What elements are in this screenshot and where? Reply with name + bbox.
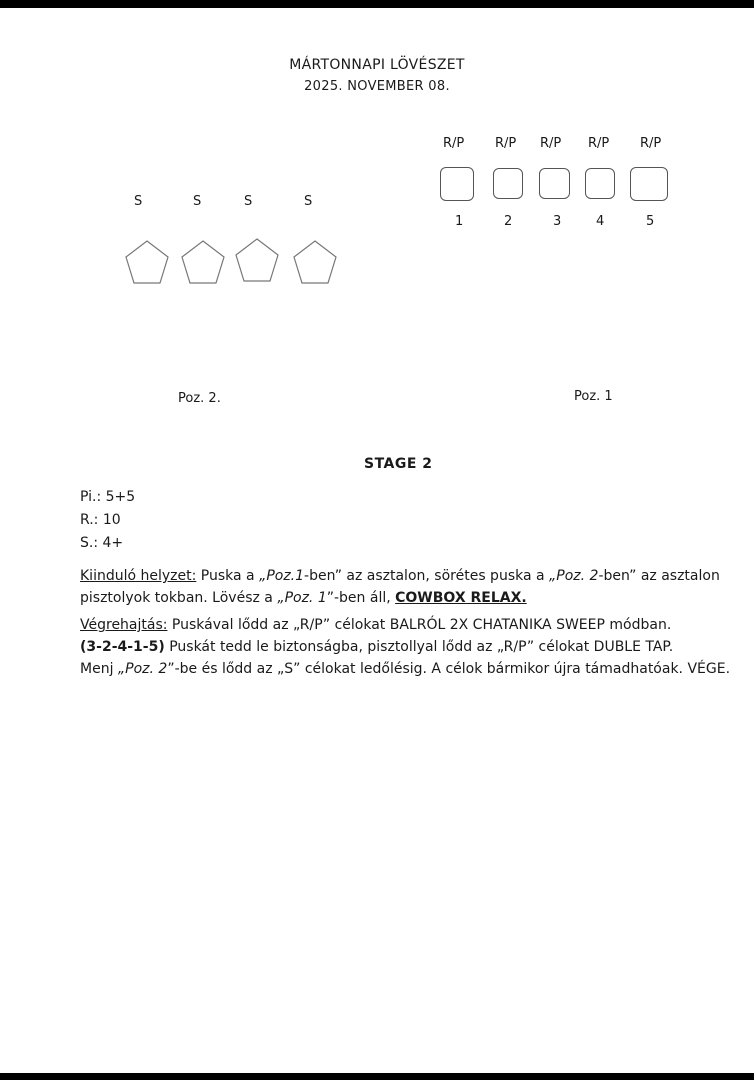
stage-title: STAGE 2 bbox=[364, 456, 433, 472]
text-run: -ben” az asztalon, sörétes puska a bbox=[304, 568, 550, 584]
text-run: pisztolyok tokban. Lövész a bbox=[80, 590, 278, 606]
shooting-sequence: (3-2-4-1-5) bbox=[80, 639, 165, 655]
procedure-line-1 bbox=[80, 617, 671, 633]
text-run: „Poz. 1 bbox=[277, 590, 327, 606]
rounds-pistol: Pi.: 5+5 bbox=[80, 489, 136, 505]
cowbox-relax-text: COWBOX RELAX. bbox=[395, 590, 527, 606]
rp-number-5: 5 bbox=[646, 214, 655, 229]
text-run: Puskát tedd le biztonságba, pisztollyal lődd az „R/P” célokat DUBLE TAP. bbox=[164, 639, 674, 655]
start-position-line-2 bbox=[80, 590, 527, 606]
rp-number-1: 1 bbox=[455, 214, 464, 229]
s-target-pentagon-2 bbox=[180, 239, 226, 285]
text-run: ”-be és lődd az „S” célokat ledőlésig. A célok bármikor újra támadhatóak. VÉGE. bbox=[167, 661, 731, 677]
procedure-line-3 bbox=[80, 661, 730, 677]
rp-label-4: R/P bbox=[588, 136, 610, 151]
rp-number-3: 3 bbox=[553, 214, 562, 229]
rp-label-2: R/P bbox=[495, 136, 517, 151]
rp-target-2 bbox=[493, 168, 523, 199]
s-target-pentagon-3 bbox=[234, 237, 280, 283]
rounds-rifle: R.: 10 bbox=[80, 512, 121, 528]
text-run: Menj bbox=[80, 661, 118, 677]
s-label-2: S bbox=[193, 194, 202, 209]
text-run: „Poz.1 bbox=[259, 568, 305, 584]
procedure-line-2 bbox=[80, 639, 673, 655]
document-title: MÁRTONNAPI LÖVÉSZET bbox=[289, 57, 465, 73]
text-run: Puska a bbox=[196, 568, 260, 584]
procedure-heading: Végrehajtás: bbox=[80, 617, 168, 633]
rp-number-4: 4 bbox=[596, 214, 605, 229]
rp-label-5: R/P bbox=[640, 136, 662, 151]
start-position-line-1 bbox=[80, 568, 720, 584]
rp-label-1: R/P bbox=[443, 136, 465, 151]
rp-target-4 bbox=[585, 168, 615, 199]
s-target-pentagon-4 bbox=[292, 239, 338, 285]
position-2-label: Poz. 2. bbox=[178, 391, 221, 406]
rp-target-1 bbox=[440, 167, 474, 201]
position-1-label: Poz. 1 bbox=[574, 389, 613, 404]
document-page bbox=[0, 8, 754, 1073]
rp-label-3: R/P bbox=[540, 136, 562, 151]
text-run: „Poz. 2 bbox=[117, 661, 168, 677]
text-run: ”-ben áll, bbox=[326, 590, 396, 606]
text-run: Puskával lődd az „R/P” célokat BALRÓL 2X CHATANIKA SWEEP módban. bbox=[167, 617, 672, 633]
s-target-pentagon-1 bbox=[124, 239, 170, 285]
s-label-4: S bbox=[304, 194, 313, 209]
start-position-heading: Kiinduló helyzet: bbox=[80, 568, 197, 584]
document-date: 2025. NOVEMBER 08. bbox=[304, 79, 450, 94]
rounds-shotgun: S.: 4+ bbox=[80, 535, 124, 551]
text-run: -ben” az asztalon bbox=[598, 568, 720, 584]
s-label-1: S bbox=[134, 194, 143, 209]
s-label-3: S bbox=[244, 194, 253, 209]
rp-target-5 bbox=[630, 167, 668, 201]
rp-number-2: 2 bbox=[504, 214, 513, 229]
text-run: „Poz. 2 bbox=[549, 568, 599, 584]
rp-target-3 bbox=[539, 168, 570, 199]
